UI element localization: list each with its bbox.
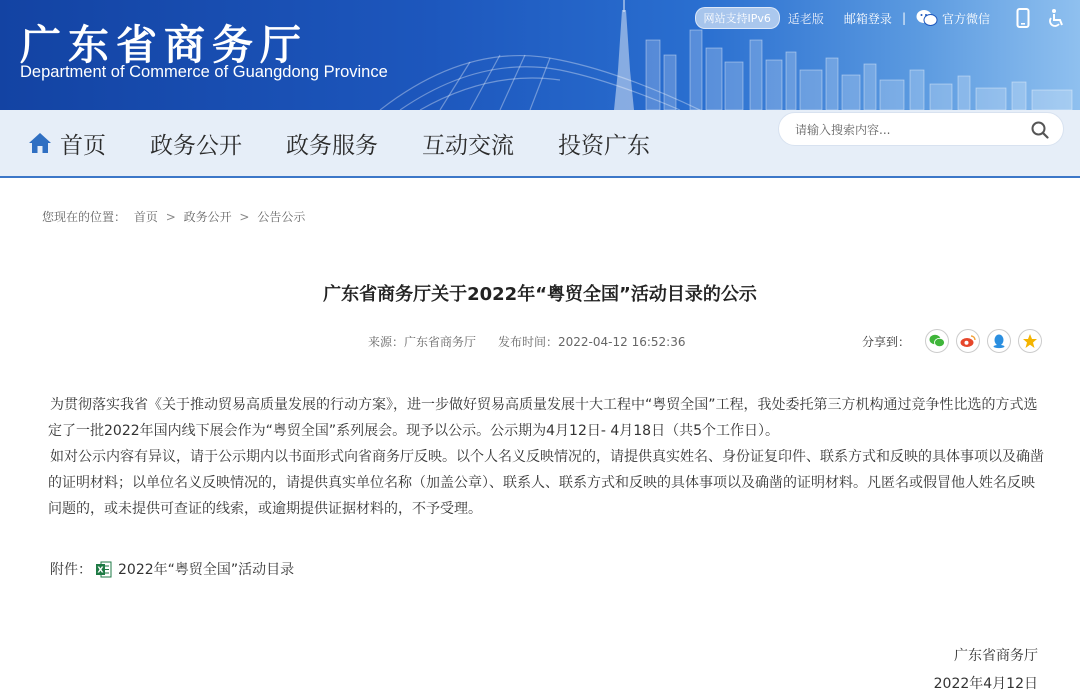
qzone-share-button[interactable] <box>1018 329 1042 353</box>
nav-item-label: 互动交流 <box>422 132 514 159</box>
elderly-mode-link[interactable]: 适老版 <box>787 11 824 26</box>
article-paragraph: 为贯彻落实我省《关于推动贸易高质量发展的行动方案》，进一步做好贸易高质量发展十大工程中“粤贸全国”工程，我处委托第三方机构通过竞争性比选的方式选定了一批2022年国内线下展会作为“粤贸全国”系列展会。现予以公示。公示期为4月12日- 4月18日（共5个工作日）。 <box>48 397 1038 439</box>
signature-date: 2022年4月12日 <box>933 676 1038 692</box>
attachment-label: 附件： <box>50 562 92 578</box>
article-publish-time: 发布时间：2022-04-12 16:52:36 <box>498 335 686 349</box>
nav-item-label: 政务公开 <box>150 132 242 159</box>
breadcrumb-separator: > <box>165 210 176 224</box>
accessibility-icon[interactable] <box>1046 8 1066 28</box>
site-subtitle: Department of Commerce of Guangdong Province <box>20 63 388 81</box>
mobile-icon[interactable] <box>1016 8 1030 28</box>
signature <box>934 642 1038 698</box>
article-paragraph: 如对公示内容有异议，请于公示期内以书面形式向省商务厅反映。以个人名义反映情况的，请提供真实姓名、身份证复印件、联系方式和反映的具体事项以及确凿的证明材料；以单位名义反映情况的，请提供真实单位名称（加盖公章）、联系人、联系方式和反映的具体事项以及确凿的证明材料。凡匿名或假冒他人姓名反映问题的，或未提供可查证的线索，或逾期提供证据材料的，不予受理。 <box>48 449 1044 517</box>
weibo-share-icon <box>960 334 976 348</box>
nav-item-government-affairs[interactable] <box>150 127 242 160</box>
nav-item-invest-guangdong[interactable] <box>558 127 650 160</box>
signature-org: 广东省商务厅 <box>954 648 1038 664</box>
main-nav <box>28 110 694 176</box>
qq-share-icon <box>992 333 1006 349</box>
qq-share-button[interactable] <box>987 329 1011 353</box>
breadcrumb-announcements[interactable]: 公告公示 <box>257 210 306 224</box>
share-label: 分享到： <box>862 334 911 349</box>
wechat-share-icon <box>929 334 945 348</box>
breadcrumb <box>42 208 309 225</box>
excel-file-icon <box>96 561 112 578</box>
search-icon[interactable] <box>1031 121 1049 139</box>
home-icon <box>28 132 52 154</box>
breadcrumb-government-affairs[interactable]: 政务公开 <box>183 210 232 224</box>
ipv6-badge: 网站支持IPv6 <box>695 7 780 29</box>
mail-login-link[interactable]: 邮箱登录 <box>843 11 892 26</box>
nav-item-label: 政务服务 <box>286 132 378 159</box>
attachment <box>50 559 294 579</box>
site-title: 广东省商务厅 <box>20 21 308 69</box>
article-source: 来源：广东省商务厅 <box>368 335 477 349</box>
top-links <box>695 7 1066 29</box>
nav-item-label: 投资广东 <box>558 132 650 159</box>
wechat-label: 官方微信 <box>941 11 990 26</box>
nav-item-label: 首页 <box>60 132 106 159</box>
attachment-link[interactable]: 2022年“粤贸全国”活动目录 <box>118 562 295 578</box>
article-meta <box>368 333 685 350</box>
svg-text:X: X <box>97 565 104 574</box>
top-link-separator: | <box>901 11 906 25</box>
qzone-share-icon <box>1022 333 1038 349</box>
wechat-icon <box>916 9 938 27</box>
breadcrumb-prefix: 您现在的位置： <box>42 210 127 224</box>
wechat-share-button[interactable] <box>925 329 949 353</box>
nav-item-interaction[interactable] <box>422 127 514 160</box>
article-body <box>48 392 1044 522</box>
search-box <box>778 112 1064 146</box>
site-header-banner <box>0 0 1080 110</box>
wechat-link[interactable] <box>916 9 990 27</box>
article-title: 广东省商务厅关于2022年“粤贸全国”活动目录的公示 <box>323 284 757 305</box>
search-input[interactable] <box>795 120 1025 140</box>
breadcrumb-separator: > <box>239 210 250 224</box>
nav-item-government-services[interactable] <box>286 127 378 160</box>
breadcrumb-home[interactable]: 首页 <box>133 210 158 224</box>
nav-item-home[interactable] <box>28 127 106 160</box>
weibo-share-button[interactable] <box>956 329 980 353</box>
share-bar <box>862 329 1042 353</box>
